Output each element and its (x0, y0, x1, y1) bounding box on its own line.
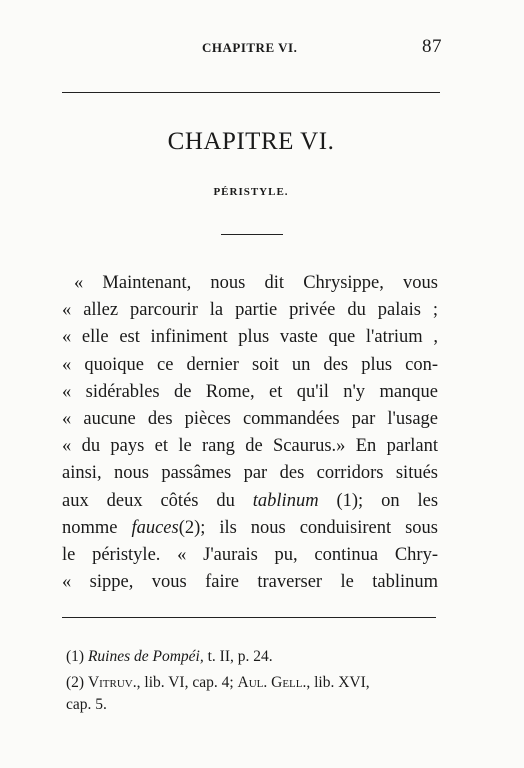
footnote-2-author-2: Aul. Gell., (237, 674, 311, 691)
footnote-2-marker: (2) (66, 674, 85, 691)
chapter-subtitle: PÉRISTYLE. (213, 186, 289, 198)
body-line-10-part-2: (2); ils nous conduisirent sous (178, 517, 438, 538)
footnotes (66, 646, 438, 716)
body-line-9 (62, 488, 438, 515)
body-line-9-italic: tablinum (252, 490, 319, 511)
chapter-title: CHAPITRE VI. (167, 128, 335, 155)
title-separator-rule (221, 234, 283, 235)
running-head (60, 38, 442, 60)
footnote-2-author-1: Vitruv., (87, 674, 141, 691)
body-line-12: « sippe, vous faire traverser le tablinum (62, 572, 438, 593)
body-text (62, 270, 438, 596)
body-line-11: le péristyle. « J'aurais pu, continua Chry- (62, 544, 438, 565)
body-line-5: « sidérables de Rome, et qu'il n'y manque (62, 381, 438, 402)
body-line-4: « quoique ce dernier soit un des plus con- (62, 354, 438, 375)
body-line-8: ainsi, nous passâmes par des corridors situés (62, 463, 438, 484)
footnote-2-ref-2: lib. XVI, (314, 674, 370, 691)
header-rule (62, 92, 440, 93)
page-number: 87 (422, 36, 442, 57)
body-line-7: « du pays et le rang de Scaurus.» En parlant (62, 436, 438, 457)
footnote-rule (62, 617, 436, 618)
body-line-10-part-1: nomme (62, 517, 118, 538)
footnote-1-ref: t. II, p. 24. (207, 648, 273, 665)
footnote-1-marker: (1) (66, 648, 85, 665)
body-line-9-part-2: (1); on les (336, 490, 439, 511)
body-line-3: « elle est infiniment plus vaste que l'atrium , (62, 327, 438, 348)
running-head-title: CHAPITRE VI. (202, 40, 298, 55)
body-line-9-part-1: aux deux côtés du (62, 490, 235, 511)
body-line-2: « allez parcourir la partie privée du palais ; (62, 300, 438, 321)
footnote-2-continuation: cap. 5. (66, 696, 107, 713)
body-line-1: « Maintenant, nous dit Chrysippe, vous (74, 273, 438, 293)
footnote-1-title: Ruines de Pompéi, (87, 648, 204, 665)
footnote-2-ref-1: lib. VI, cap. 4; (144, 674, 234, 691)
body-line-6: « aucune des pièces commandées par l'usage (62, 408, 438, 429)
body-line-10-italic: fauces (131, 517, 179, 538)
body-line-10 (62, 515, 438, 542)
footnote-1 (66, 646, 438, 668)
footnote-2 (66, 672, 438, 694)
